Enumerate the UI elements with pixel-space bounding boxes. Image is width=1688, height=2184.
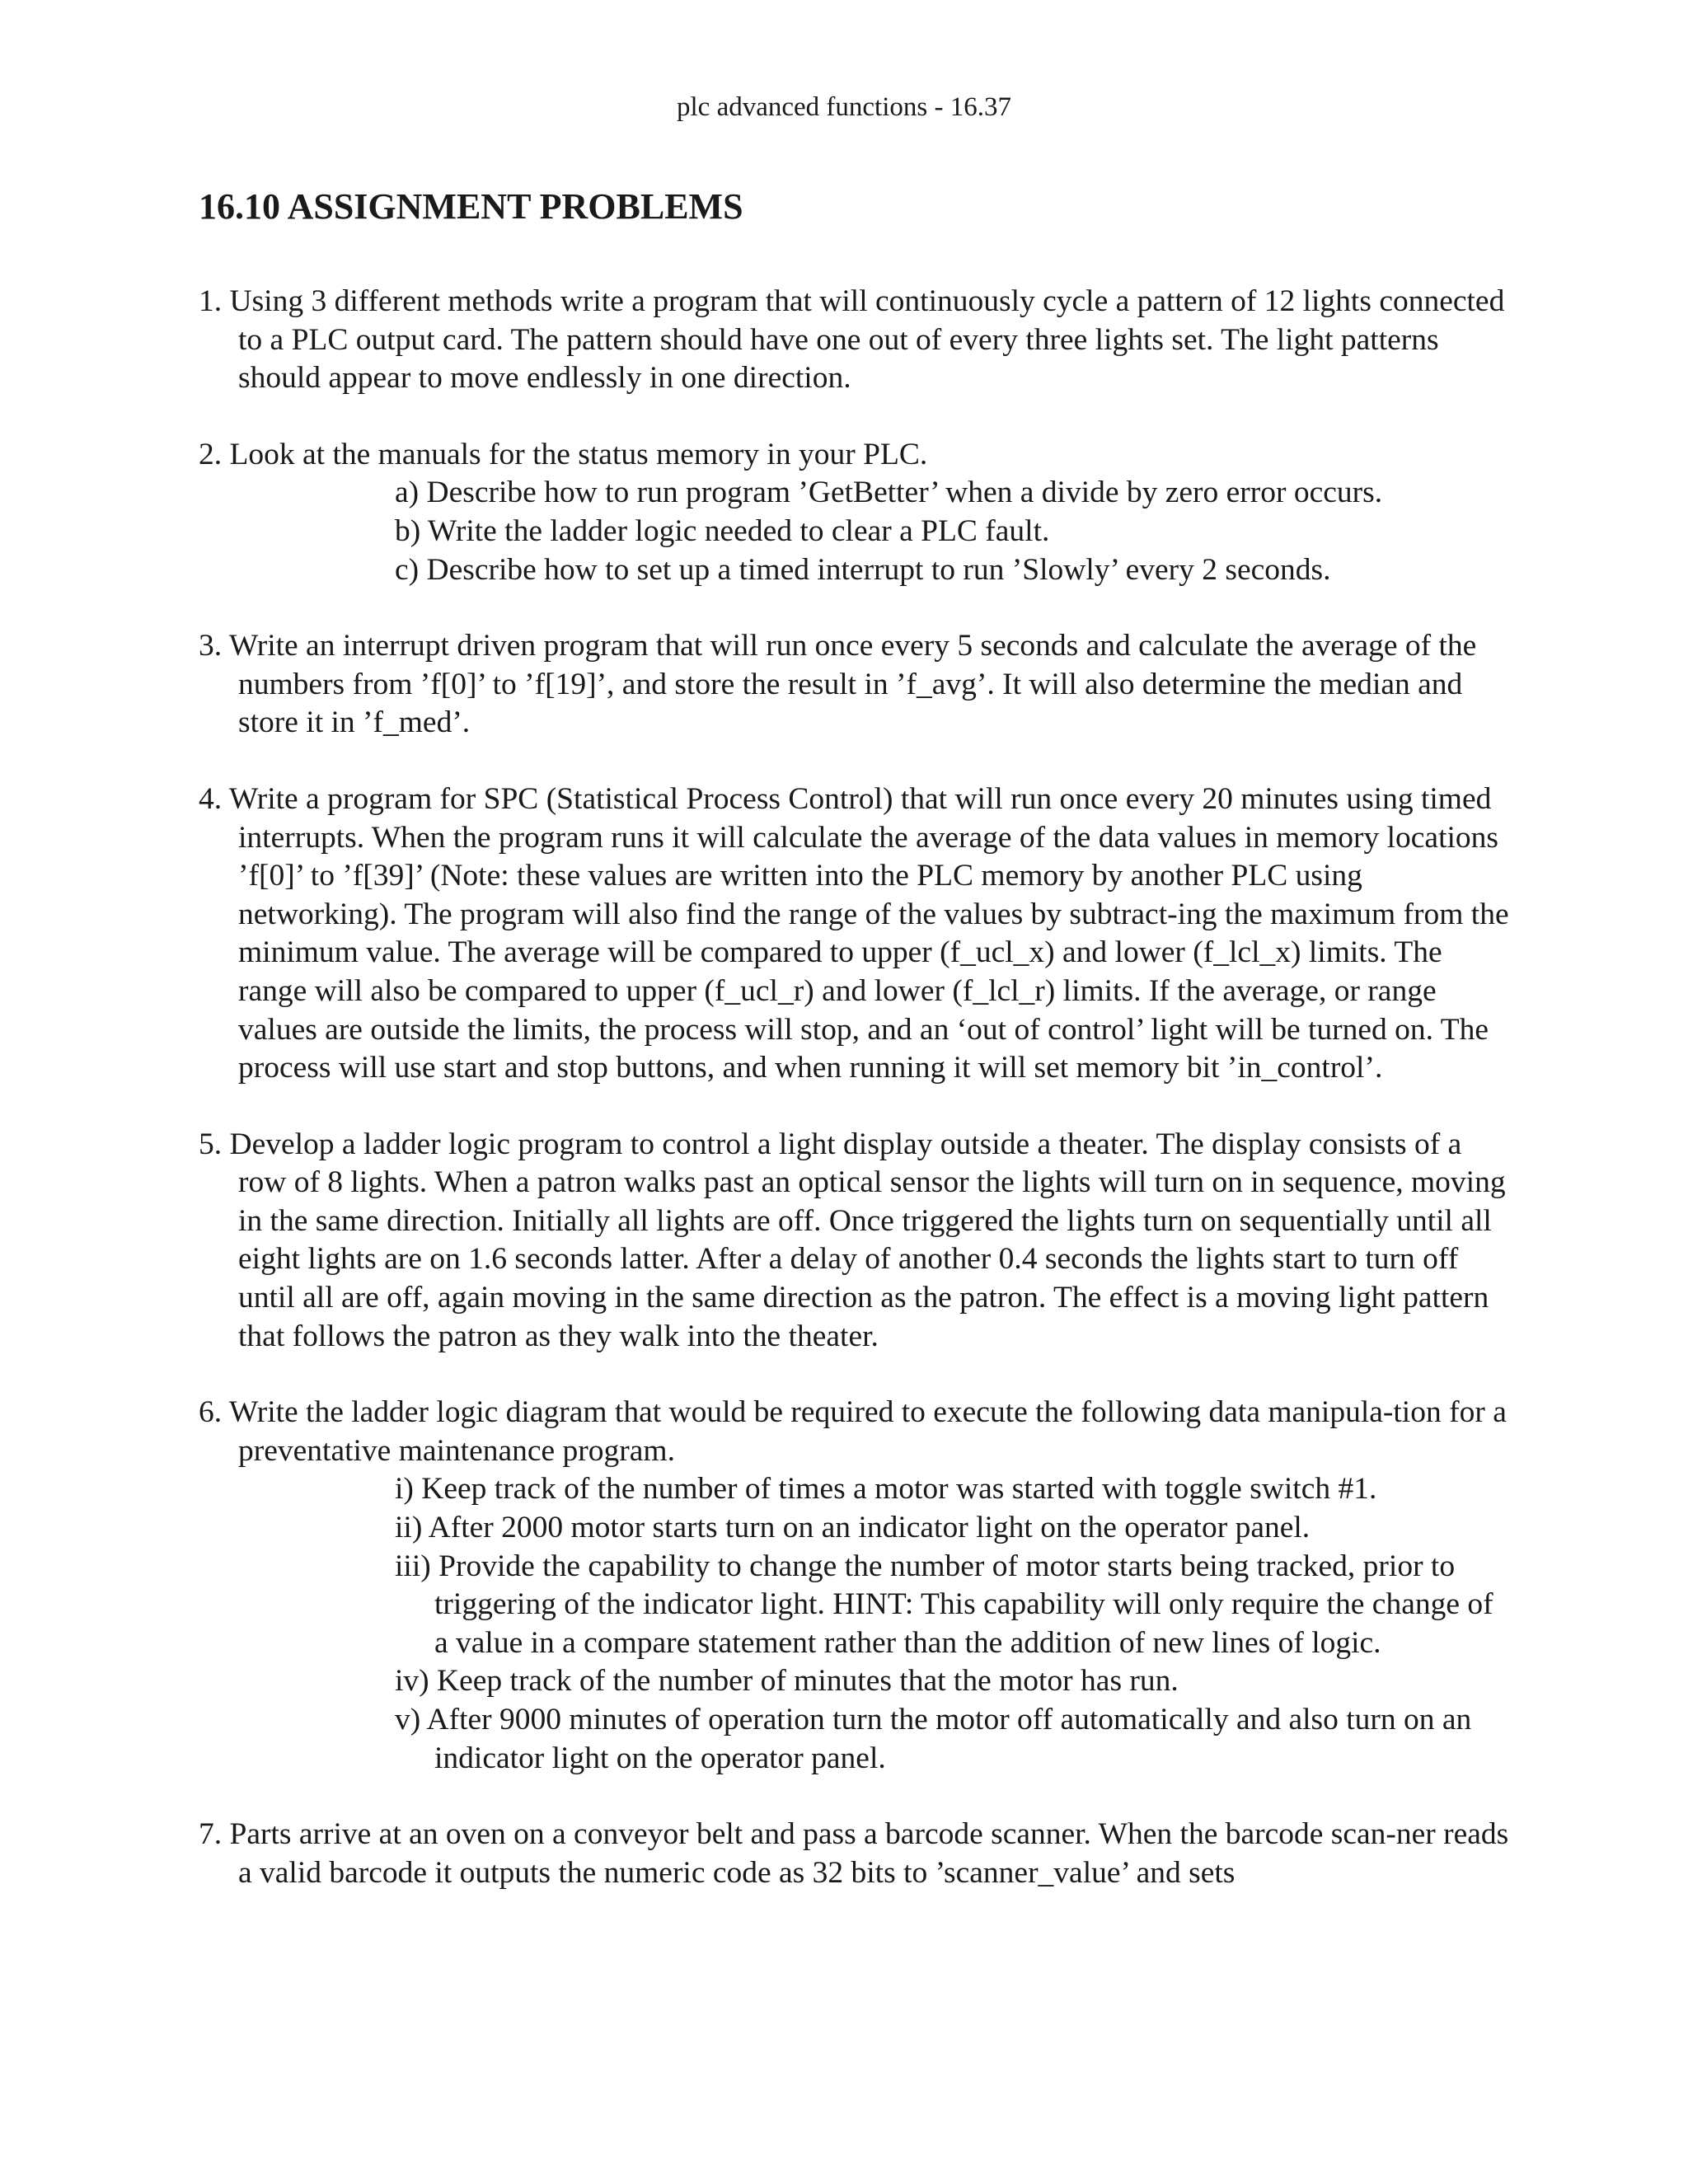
subitem: a) Describe how to run program ’GetBetter’ when a divide by zero error occurs. bbox=[395, 476, 1383, 510]
problem-text: 6. Write the ladder logic diagram that would be required to execute the following data manipula-tion for a preventative maintenance program. bbox=[199, 1395, 1507, 1468]
problem-text: 2. Look at the manuals for the status memory in your PLC. bbox=[199, 437, 928, 471]
problem-subitems bbox=[199, 1470, 1509, 1778]
problem-4 bbox=[199, 780, 1509, 1088]
problem-6 bbox=[199, 1394, 1509, 1778]
problem-text: 7. Parts arrive at an oven on a conveyor belt and pass a barcode scanner. When the barcode scan-ner reads a valid barcode it outputs the numeric code as 32 bits to ’scanner_value’ and sets bbox=[199, 1817, 1509, 1890]
problem-2 bbox=[199, 436, 1509, 589]
problem-5 bbox=[199, 1126, 1509, 1357]
subitem: v) After 9000 minutes of operation turn the motor off automatically and also turn on an indicator light on the operator panel. bbox=[395, 1703, 1472, 1775]
subitem: b) Write the ladder logic needed to clear a PLC fault. bbox=[395, 513, 1050, 548]
problem-text: 1. Using 3 different methods write a program that will continuously cycle a pattern of 12 lights connected to a PLC output card. The pattern should have one out of every three lights set. The light patterns should appear to move endlessly in one direction. bbox=[199, 284, 1505, 396]
subitem: i) Keep track of the number of times a motor was started with toggle switch #1. bbox=[395, 1472, 1377, 1507]
problem-text: 3. Write an interrupt driven program that will run once every 5 seconds and calculate the average of the numbers from ’f[0]’ to ’f[19]’, and store the result in ’f_avg’. It will also determine the median and store it in ’f_med’. bbox=[199, 629, 1477, 740]
running-header: plc advanced functions - 16.37 bbox=[677, 92, 1011, 122]
subitem: ii) After 2000 motor starts turn on an indicator light on the operator panel. bbox=[395, 1511, 1311, 1545]
problem-1 bbox=[199, 283, 1509, 398]
problem-text: 5. Develop a ladder logic program to control a light display outside a theater. The display consists of a row of 8 lights. When a patron walks past an optical sensor the lights will turn on in sequence, moving in the same direction. Initially all lights are off. Once triggered the lights turn on sequentially until all eight lights are on 1.6 seconds latter. After a delay of another 0.4 seconds the lights start to turn off until all are off, again moving in the same direction as the patron. The effect is a moving light pattern that follows the patron as they walk into the theater. bbox=[199, 1127, 1506, 1353]
problem-3 bbox=[199, 627, 1509, 743]
problem-7 bbox=[199, 1816, 1509, 1892]
subitem: c) Describe how to set up a timed interrupt to run ’Slowly’ every 2 seconds. bbox=[395, 552, 1331, 587]
problem-list bbox=[199, 283, 1509, 1930]
section-heading: 16.10 ASSIGNMENT PROBLEMS bbox=[199, 186, 743, 227]
subitem: iv) Keep track of the number of minutes that the motor has run. bbox=[395, 1664, 1179, 1699]
problem-subitems bbox=[199, 474, 1509, 589]
subitem: iii) Provide the capability to change the number of motor starts being tracked, prior to triggering of the indicator light. HINT: This capability will only require the change of a value in a compare statement rather than the addition of new lines of logic. bbox=[395, 1549, 1493, 1660]
problem-text: 4. Write a program for SPC (Statistical Process Control) that will run once every 20 minutes using timed interrupts. When the program runs it will calculate the average of the data values in memory locations ’f[0]’ to ’f[39]’ (Note: these values are written into the PLC memory by another PLC using networking). The program will also find the range of the values by subtract-ing the maximum from the minimum value. The average will be compared to upper (f_ucl_x) and lower (f_lcl_x) limits. The range will also be compared to upper (f_ucl_r) and lower (f_lcl_r) limits. If the average, or range values are outside the limits, the process will stop, and an ‘out of control’ light will be turned on. The process will use start and stop buttons, and when running it will set memory bit ’in_control’. bbox=[199, 781, 1509, 1085]
